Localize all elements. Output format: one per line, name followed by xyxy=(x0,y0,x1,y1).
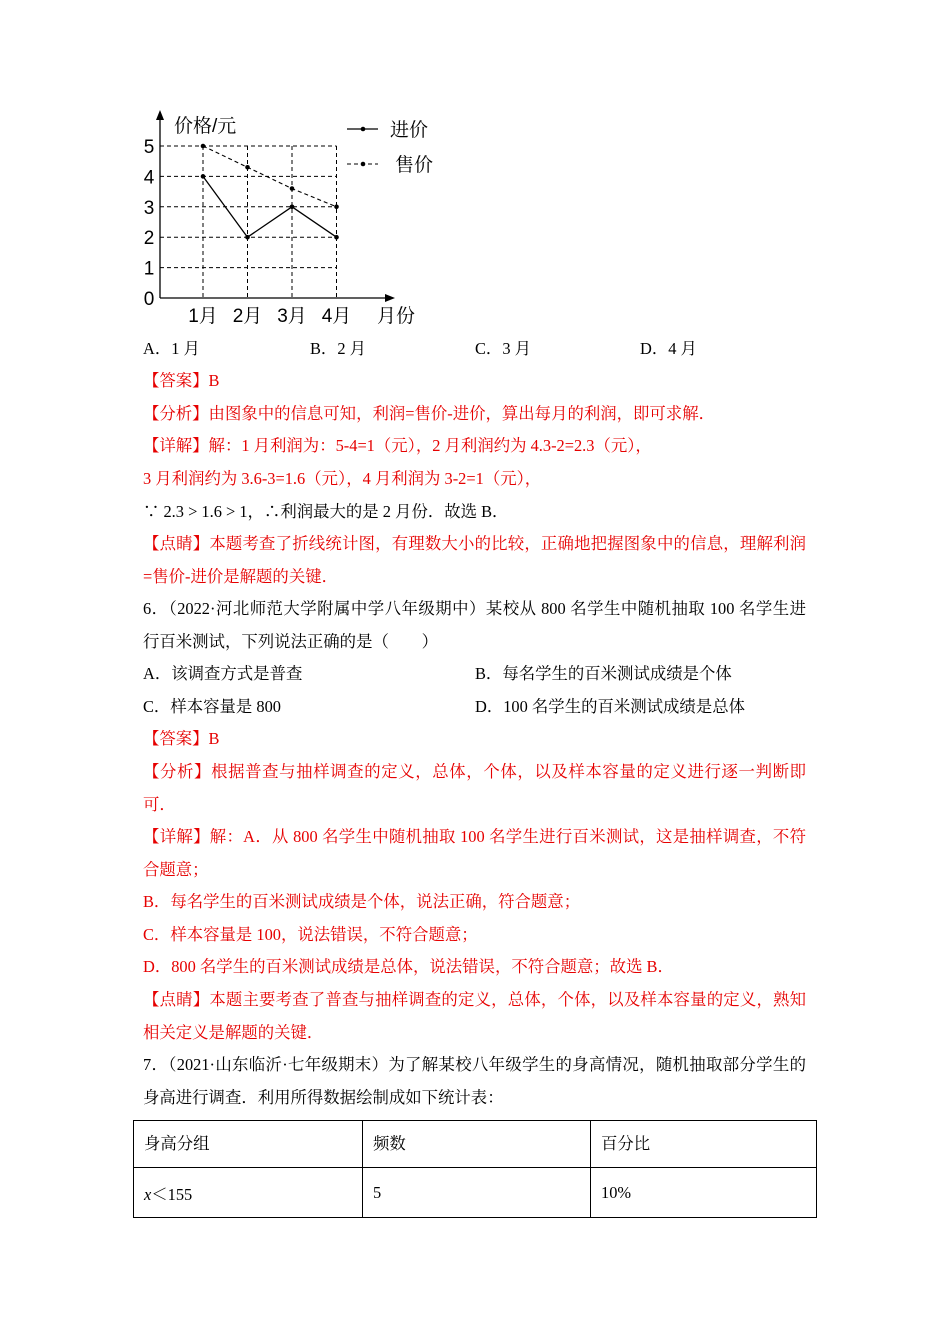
document-body xyxy=(143,333,806,1115)
q6-comment-line-1: 【点睛】本题主要考查了普查与抽样调查的定义，总体，个体，以及样本容量的定义，熟知 xyxy=(143,989,806,1009)
x-tick-label-3: 3月 xyxy=(277,306,307,327)
q6-detail-line-4: C．样本容量是 100，说法错误，不符合题意； xyxy=(143,924,478,944)
height-stats-table xyxy=(133,1120,817,1218)
q6-stem-line-2: 行百米测试，下列说法正确的是（ ） xyxy=(143,631,439,651)
q6-option-d: D．100 名学生的百米测试成绩是总体 xyxy=(475,696,745,716)
q6-detail-line-3: B．每名学生的百米测试成绩是个体，说法正确，符合题意； xyxy=(143,892,581,912)
q5-analysis: 【分析】由图象中的信息可知，利润=售价-进价，算出每月的利润，即可求解． xyxy=(143,403,715,423)
legend-label-1: 进价 xyxy=(390,120,429,141)
q6-detail-line-2: 合题意； xyxy=(143,859,209,879)
legend-dot-2 xyxy=(361,162,366,167)
x-axis-arrow xyxy=(385,294,395,302)
y-tick-label-2: 2 xyxy=(143,228,155,250)
q6-stem-line-1: 6．（2022·河北师范大学附属中学八年级期中）某校从 800 名学生中随机抽取 100 名学生进 xyxy=(143,599,806,619)
q5-options-row xyxy=(143,333,806,366)
table-cell-percent: 10% xyxy=(591,1168,817,1218)
legend-dot-1 xyxy=(361,127,366,132)
x-axis-title: 月份 xyxy=(376,306,416,327)
series-2-point-1 xyxy=(201,144,206,149)
q6-option-b: B．每名学生的百米测试成绩是个体 xyxy=(475,664,732,684)
q6-option-a: A．该调查方式是普查 xyxy=(143,664,303,684)
variable-x: x xyxy=(144,1184,152,1204)
q6-options-row-1 xyxy=(143,658,806,691)
series-1-point-3 xyxy=(290,205,295,210)
group-range: ＜155 xyxy=(151,1184,193,1204)
price-line-chart xyxy=(0,0,950,335)
table-row xyxy=(134,1168,817,1218)
q6-analysis-line-1: 【分析】根据普查与抽样调查的定义，总体，个体，以及样本容量的定义进行逐一判断即 xyxy=(143,762,806,781)
q7-stem-line-1: 7．（2021·山东临沂·七年级期末）为了解某校八年级学生的身高情况，随机抽取部分学生的 xyxy=(143,1055,806,1075)
y-axis-arrow xyxy=(156,110,164,120)
q5-option-d: D．4 月 xyxy=(640,338,697,358)
table-header-cell: 频数 xyxy=(363,1121,591,1168)
q5-detail-line-1: 【详解】解：1 月利润为：5-4=1（元），2 月利润约为 4.3-2=2.3（元）， xyxy=(143,436,652,456)
series-2-point-2 xyxy=(245,165,250,170)
y-tick-label-0: 0 xyxy=(143,289,155,310)
series-1-point-2 xyxy=(245,235,250,240)
x-tick-label-1: 1月 xyxy=(188,306,218,327)
series-1-point-4 xyxy=(334,235,339,240)
y-tick-label-4: 4 xyxy=(143,167,155,189)
table-header-cell: 身高分组 xyxy=(134,1121,363,1168)
y-tick-label-5: 5 xyxy=(143,137,155,158)
y-tick-label-3: 3 xyxy=(143,197,155,219)
q6-comment-line-2: 相关定义是解题的关键． xyxy=(143,1022,324,1042)
q5-conclusion: ∵ 2.3 > 1.6 > 1，∴利润最大的是 2 月份．故选 B． xyxy=(143,501,509,521)
x-tick-label-2: 2月 xyxy=(232,306,263,327)
table-cell-group xyxy=(134,1168,363,1218)
q7-stem-line-2: 身高进行调查．利用所得数据绘制成如下统计表： xyxy=(143,1087,504,1107)
series-2-point-3 xyxy=(290,186,295,191)
series-2-point-4 xyxy=(334,205,339,210)
y-tick-label-1: 1 xyxy=(143,258,155,280)
q5-option-c: C．3 月 xyxy=(475,338,532,358)
q6-answer: 【答案】B xyxy=(143,729,220,749)
q5-answer: 【答案】B xyxy=(143,371,220,391)
y-axis-title: 价格/元 xyxy=(174,116,237,137)
q6-option-c: C．样本容量是 800 xyxy=(143,696,281,716)
q6-detail-line-1: 【详解】解：A．从 800 名学生中随机抽取 100 名学生进行百米测试，这是抽样调查，不符 xyxy=(143,827,806,847)
table-header-row xyxy=(134,1121,817,1168)
table-header-cell: 百分比 xyxy=(591,1121,817,1168)
q5-option-b: B．2 月 xyxy=(310,338,367,358)
q5-option-a: A．1 月 xyxy=(143,338,200,358)
series-1-point-1 xyxy=(201,174,206,179)
legend-label-2: 售价 xyxy=(395,155,434,176)
q6-detail-line-5: D．800 名学生的百米测试成绩是总体，说法错误，不符合题意；故选 B． xyxy=(143,957,674,977)
q5-detail-line-2: 3 月利润约为 3.6-3=1.6（元），4 月利润为 3-2=1（元）， xyxy=(143,468,542,488)
q5-comment-line-2: =售价-进价是解题的关键． xyxy=(143,566,338,586)
x-tick-label-4: 4月 xyxy=(321,306,352,327)
q6-options-row-2 xyxy=(143,691,806,724)
q6-analysis-line-2: 可． xyxy=(143,794,176,814)
table-cell-count: 5 xyxy=(363,1168,591,1218)
q5-comment-line-1: 【点睛】本题考查了折线统计图，有理数大小的比较，正确地把握图象中的信息，理解利润 xyxy=(143,534,806,554)
